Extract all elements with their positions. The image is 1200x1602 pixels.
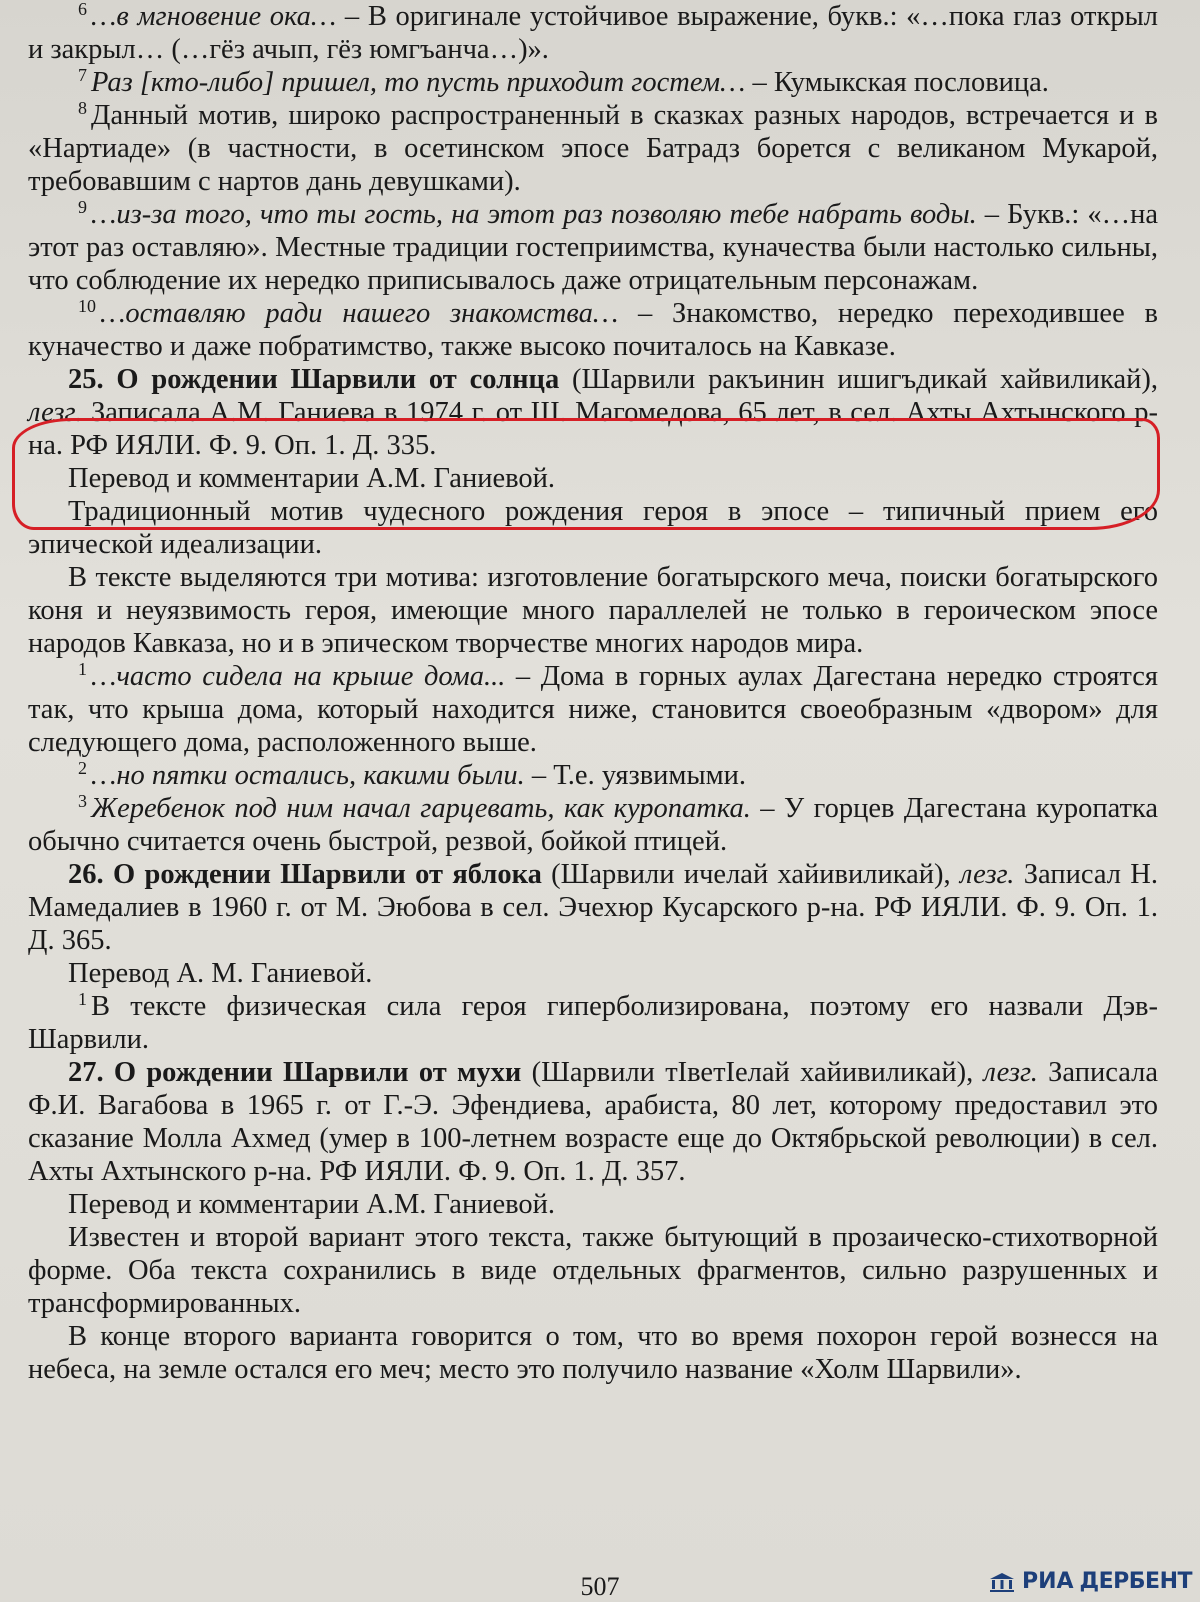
- footnote-quote: …часто сидела на крыше дома...: [91, 661, 506, 692]
- entry-27-paragraph-1: Известен и второй вариант этого текста, также бытующий в прозаическо-стихотворной форме. Оба текста сохранились в виде отдельных фрагментов, сильно разрушенных и трансформированных.: [28, 1222, 1158, 1319]
- footnote-text: – Знакомство, нередко переходившее в куначество и даже побратимство, также высоко почиталось на Кавказе.: [28, 298, 1158, 362]
- footnote-text: Данный мотив, широко распространенный в сказках разных народов, встречается и в «Нартиаде» (в частности, в осетинском эпосе Батрадз борется с великаном Мукарой, требовавшим с нартов дань девушками).: [28, 100, 1158, 197]
- footnote-number: 10: [78, 295, 96, 316]
- entry-26-translation: Перевод А. М. Ганиевой.: [68, 958, 373, 989]
- entry-original-title: (Шарвили тIветIелай хайивиликай),: [521, 1057, 984, 1088]
- footnote-number: 1: [78, 658, 87, 679]
- footnote-number: 3: [78, 790, 87, 811]
- entry-25-paragraph-1: Традиционный мотив чудесного рождения героя в эпосе – типичный прием его эпической идеализации.: [28, 496, 1158, 560]
- entry-language: лезг.: [960, 859, 1015, 890]
- entry-26-header: [28, 858, 1158, 957]
- page-number: 507: [580, 1572, 620, 1601]
- page-text: [28, 0, 1158, 1386]
- footnote-quote: …оставляю ради нашего знакомства…: [100, 298, 619, 329]
- footnote-text: – Букв.: «…на этот раз оставляю». Местные традиции гостеприимства, куначества были настолько сильны, что соблюдение их нередко приписывалось даже отрицательным персонажам.: [28, 199, 1159, 296]
- entry-25-footnote-2: [28, 759, 1158, 792]
- entry-title: 26. О рождении Шарвили от яблока: [68, 859, 542, 890]
- entry-original-title: (Шарвили ракъинин ишигъдикай хайвиликай),: [559, 364, 1158, 395]
- footnote-text: – Дома в горных аулах Дагестана нередко строятся так, что крыша дома, который находится ниже, становится своеобразным «двором» для следующего дома, расположенного выше.: [28, 661, 1158, 758]
- footnote-number: 6: [78, 0, 87, 19]
- footnote-text: В тексте физическая сила героя гиперболизирована, поэтому его назвали Дэв-Шарвили.: [28, 991, 1158, 1055]
- footnote-7: [28, 66, 1158, 99]
- footnote-number: 1: [78, 988, 87, 1009]
- entry-25-translation: Перевод и комментарии А.М. Ганиевой.: [68, 463, 555, 494]
- footnote-8: [28, 99, 1158, 198]
- footnote-number: 9: [78, 196, 87, 217]
- entry-language: лезг.: [28, 397, 83, 428]
- footnote-quote: Раз [кто-либо] пришел, то пусть приходит гостем…: [91, 67, 746, 98]
- watermark-derbent: ДЕРБЕНТ: [1079, 1569, 1192, 1594]
- footnote-text: – Т.е. уязвимыми.: [524, 760, 747, 791]
- entry-original-title: (Шарвили ичелай хайивиликай),: [541, 859, 961, 890]
- entry-27-paragraph-2: В конце второго варианта говорится о том, что во время похорон герой вознесся на небеса, на земле остался его меч; место это получило название «Холм Шарвили».: [28, 1321, 1158, 1385]
- footnote-6: [28, 0, 1158, 66]
- footnote-text: – У горцев Дагестана куропатка обычно считается очень быстрой, резвой, бойкой птицей.: [28, 793, 1158, 857]
- entry-source: Записала А.М. Ганиева в 1974 г. от Ш. Магомедова, 65 лет, в сел. Ахты Ахтынского р-на. РФ ИЯЛИ. Ф. 9. Оп. 1. Д. 335.: [28, 397, 1158, 461]
- footnote-text: – Кумыкская пословица.: [745, 67, 1049, 98]
- entry-27-header: [28, 1056, 1158, 1188]
- entry-title: 25. О рождении Шарвили от солнца: [68, 364, 560, 395]
- footnote-quote: …в мгновение ока…: [91, 1, 337, 32]
- entry-26-footnote-1: [28, 990, 1158, 1056]
- footnote-10: [28, 297, 1158, 363]
- footnote-number: 8: [78, 97, 87, 118]
- entry-25-header: [28, 363, 1158, 462]
- entry-title: 27. О рождении Шарвили от мухи: [68, 1057, 522, 1088]
- footnote-number: 2: [78, 757, 87, 778]
- ria-derbent-watermark: [988, 1569, 1192, 1594]
- building-icon: [988, 1571, 1016, 1593]
- entry-27-translation: Перевод и комментарии А.М. Ганиевой.: [68, 1189, 555, 1220]
- entry-25-footnote-3: [28, 792, 1158, 858]
- footnote-number: 7: [78, 64, 87, 85]
- footnote-9: [28, 198, 1158, 297]
- entry-25-paragraph-2: В тексте выделяются три мотива: изготовление богатырского меча, поиски богатырского коня и неуязвимость героя, имеющие много параллелей не только в героическом эпосе народов Кавказа, но и в эпическом творчестве многих народов мира.: [28, 562, 1158, 659]
- entry-source: Записал Н. Мамедалиев в 1960 г. от М. Эюбова в сел. Эчехюр Кусарского р-на. РФ ИЯЛИ. Ф. 9. Оп. 1. Д. 365.: [28, 859, 1159, 956]
- entry-source: Записала Ф.И. Вагабова в 1965 г. от Г.-Э. Эфендиева, арабиста, 80 лет, которому предоставил это сказание Молла Ахмед (умер в 100-летнем возрасте еще до Октябрьской революции) в сел. Ахты Ахтынского р-на. РФ ИЯЛИ. Ф. 9. Оп. 1. Д. 357.: [28, 1057, 1158, 1187]
- watermark-ria: РИА: [1021, 1569, 1074, 1594]
- footnote-text: – В оригинале устойчивое выражение, букв.: «…пока глаз открыл и закрыл… (…гёз ачып, гёз юмгъанча…)».: [28, 1, 1158, 65]
- entry-language: лезг.: [983, 1057, 1038, 1088]
- footnote-quote: Жеребенок под ним начал гарцевать, как куропатка.: [91, 793, 751, 824]
- footnote-quote: …но пятки остались, какими были.: [91, 760, 525, 791]
- footnote-quote: …из-за того, что ты гость, на этот раз позволяю тебе набрать воды.: [91, 199, 977, 230]
- entry-25-footnote-1: [28, 660, 1158, 759]
